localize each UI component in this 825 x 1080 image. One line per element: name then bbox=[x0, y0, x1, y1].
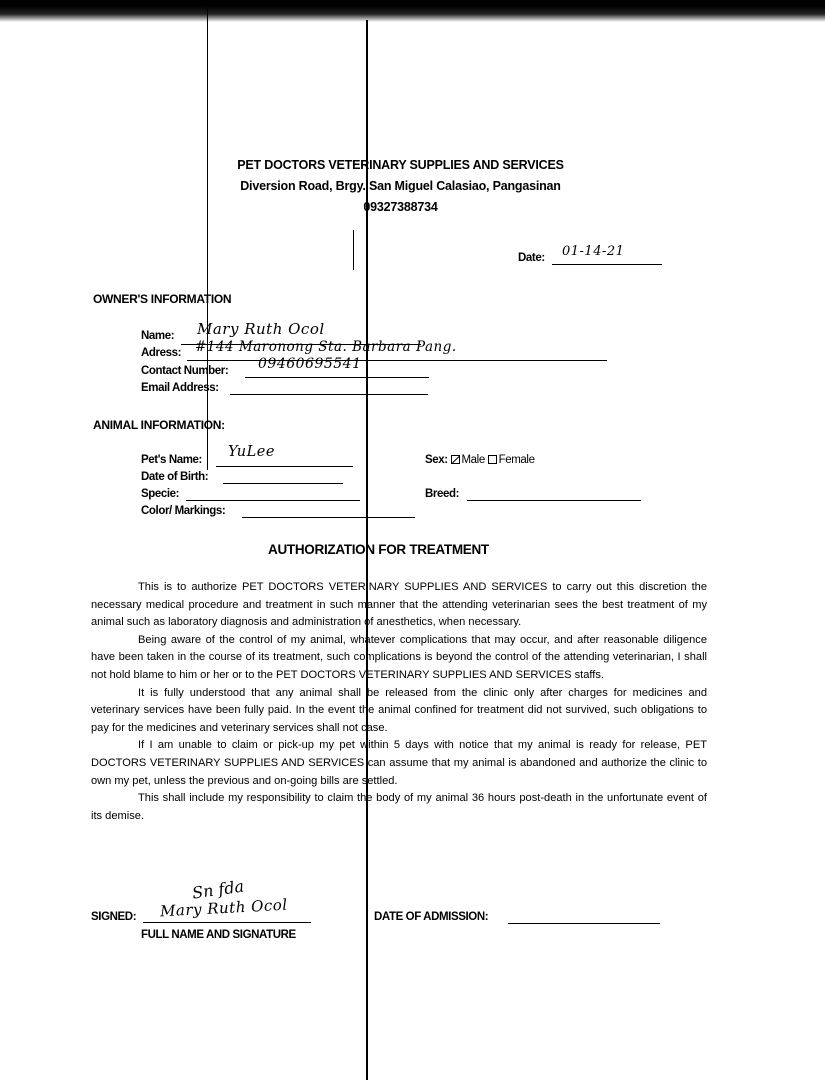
breed-line bbox=[467, 500, 641, 501]
paragraph: Being aware of the control of my animal, whatever complications that may occur, and after reasonable diligence have been taken in the course of its treatment, such complications is beyond the control of the attending veterinarian, I shall not hold blame to him or her or to the PET DOCTORS VETERINARY SUPPLIES AND SERVICES staffs. bbox=[91, 633, 707, 681]
color-line bbox=[242, 517, 415, 518]
signature-scribble: Sn fda bbox=[190, 876, 246, 903]
scan-top-edge bbox=[0, 0, 825, 22]
dob-label: Date of Birth: bbox=[141, 471, 209, 483]
email-label: Email Address: bbox=[141, 382, 219, 394]
contact-line bbox=[245, 377, 429, 378]
date-admission-line bbox=[508, 923, 660, 924]
clinic-phone: 09327388734 bbox=[363, 200, 438, 214]
specie-label: Specie: bbox=[141, 488, 180, 500]
male-label: Male bbox=[461, 454, 485, 466]
paragraph: This is to authorize PET DOCTORS VETERINARY SUPPLIES AND SERVICES to carry out this discretion the necessary medical procedure and treatment in such manner that the attending veterinarian sees the best treatment of my animal such as laboratory diagnosis and administration of anesthetics, when necessary. bbox=[91, 581, 707, 629]
pet-name-label: Pet's Name: bbox=[141, 454, 202, 466]
paragraph: This shall include my responsibility to claim the body of my animal 36 hours post-death in the unfortunate event of its demise. bbox=[91, 792, 707, 822]
clinic-address: Diversion Road, Brgy. San Miguel Calasiao, Pangasinan bbox=[240, 179, 561, 193]
animal-heading: ANIMAL INFORMATION: bbox=[93, 418, 225, 432]
date-admission-label: DATE OF ADMISSION: bbox=[374, 911, 489, 923]
address-line bbox=[187, 360, 607, 361]
scan-fold-line bbox=[207, 0, 208, 470]
male-checkbox[interactable] bbox=[451, 455, 460, 464]
sex-label: Sex: bbox=[425, 454, 448, 466]
name-label: Name: bbox=[141, 330, 175, 342]
color-label: Color/ Markings: bbox=[141, 505, 226, 517]
date-line bbox=[552, 264, 662, 265]
date-label: Date: bbox=[518, 252, 545, 264]
clinic-name: PET DOCTORS VETERINARY SUPPLIES AND SERVICES bbox=[237, 158, 564, 172]
sex-field bbox=[425, 454, 535, 466]
female-label: Female bbox=[498, 454, 535, 466]
signed-line bbox=[143, 922, 311, 923]
specie-line bbox=[186, 500, 360, 501]
name-value: Mary Ruth Ocol bbox=[197, 320, 325, 338]
dob-line bbox=[223, 483, 343, 484]
owner-heading: OWNER'S INFORMATION bbox=[93, 292, 232, 306]
female-checkbox[interactable] bbox=[488, 455, 497, 464]
paragraph: It is fully understood that any animal shall be released from the clinic only after charges for medicines and veterinary services have been fully paid. In the event the animal confined for treatment did not survived, such obligations to pay for the medicines and veterinary services shall not case. bbox=[91, 686, 707, 734]
signature-caption: FULL NAME AND SIGNATURE bbox=[141, 929, 296, 941]
authorization-body bbox=[91, 579, 707, 825]
date-value: 01-14-21 bbox=[562, 244, 625, 259]
authorization-title: AUTHORIZATION FOR TREATMENT bbox=[268, 542, 489, 557]
address-value: #144 Maronong Sta. Barbara Pang. bbox=[195, 339, 457, 355]
pet-name-value: YuLee bbox=[228, 444, 275, 460]
contact-value: 09460695541 bbox=[258, 356, 362, 372]
email-line bbox=[230, 394, 428, 395]
address-label: Adress: bbox=[141, 347, 182, 359]
contact-label: Contact Number: bbox=[141, 365, 229, 377]
signed-label: SIGNED: bbox=[91, 911, 137, 923]
scan-fold-line bbox=[353, 230, 354, 270]
signed-value: Mary Ruth Ocol bbox=[159, 895, 289, 921]
paragraph: If I am unable to claim or pick-up my pet within 5 days with notice that my animal is ready for release, PET DOCTORS VETERINARY SUPPLIES AND SERVICES can assume that my animal is abandoned and authorize the clinic to own my pet, unless the previous and on-going bills are settled. bbox=[91, 739, 707, 787]
pet-name-line bbox=[216, 466, 353, 467]
breed-label: Breed: bbox=[425, 488, 460, 500]
